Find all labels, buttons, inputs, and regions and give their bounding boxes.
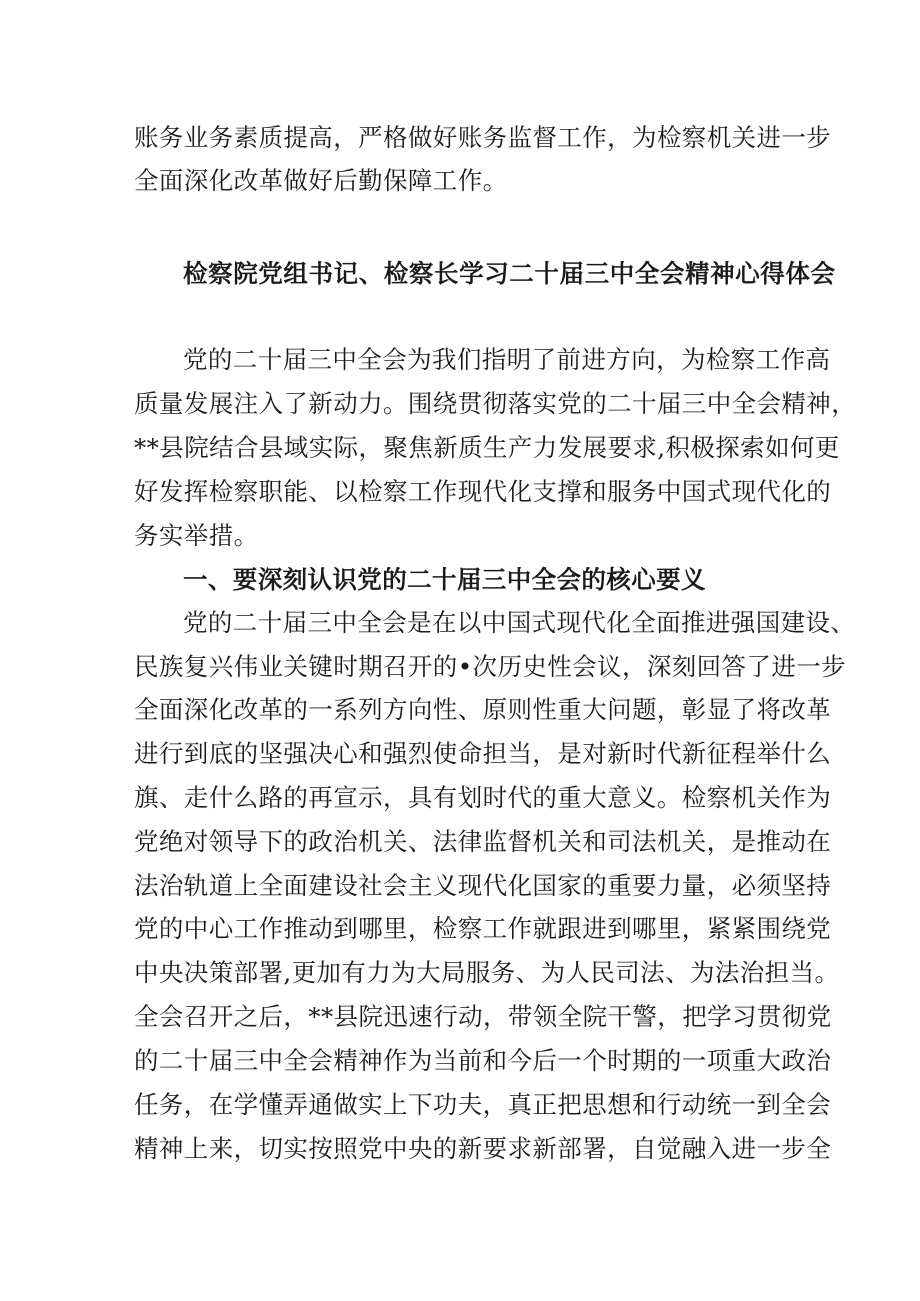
text-line: 法治轨道上全面建设社会主义现代化国家的重要力量，必须坚持 [134, 871, 832, 900]
text-line: 好发挥检察职能、以检察工作现代化支撑和服务中国式现代化的 [134, 477, 832, 506]
text-line: 党的二十届三中全会为我们指明了前进方向，为检察工作高 [183, 345, 831, 374]
text-line: 精神上来，切实按照党中央的新要求新部署，自觉融入进一步全 [134, 1134, 832, 1163]
text-line: 务实举措。 [134, 521, 259, 550]
section-heading: 一、要深刻认识党的二十届三中全会的核心要义 [183, 565, 706, 594]
text-line: 党的二十届三中全会是在以中国式现代化全面推进强国建设、 [183, 608, 856, 637]
text-line: 质量发展注入了新动力。围绕贯彻落实党的二十届三中全会精神， [134, 389, 857, 418]
text-line: 全会召开之后，**县院迅速行动，带领全院干警，把学习贯彻党 [134, 1002, 832, 1031]
text-line: **县院结合县域实际，聚焦新质生产力发展要求,积极探索如何更 [134, 433, 840, 462]
text-line: 中央决策部署,更加有力为大局服务、为人民司法、为法治担当。 [134, 958, 840, 987]
article-title: 检察院党组书记、检察长学习二十届三中全会精神心得体会 [183, 259, 836, 288]
text-line: 全面深化改革的一系列方向性、原则性重大问题，彰显了将改革 [134, 695, 832, 724]
text-line: 党绝对领导下的政治机关、法律监督机关和司法机关，是推动在 [134, 827, 832, 856]
text-line: 进行到底的坚强决心和强烈使命担当，是对新时代新征程举什么 [134, 739, 832, 768]
text-line: 党的中心工作推动到哪里，检察工作就跟进到哪里，紧紧围绕党 [134, 914, 832, 943]
text-line: 账务业务素质提高，严格做好账务监督工作，为检察机关进一步 [134, 123, 832, 152]
text-line: 民族复兴伟业关键时期召开的•次历史性会议，深刻回答了进一步 [134, 652, 847, 681]
text-line: 全面深化改革做好后勤保障工作。 [134, 166, 508, 195]
text-line: 旗、走什么路的再宣示，具有划时代的重大意义。检察机关作为 [134, 783, 832, 812]
text-line: 的二十届三中全会精神作为当前和今后一个时期的一项重大政治 [134, 1046, 832, 1075]
text-line: 任务，在学懂弄通做实上下功夫，真正把思想和行动统一到全会 [134, 1090, 832, 1119]
